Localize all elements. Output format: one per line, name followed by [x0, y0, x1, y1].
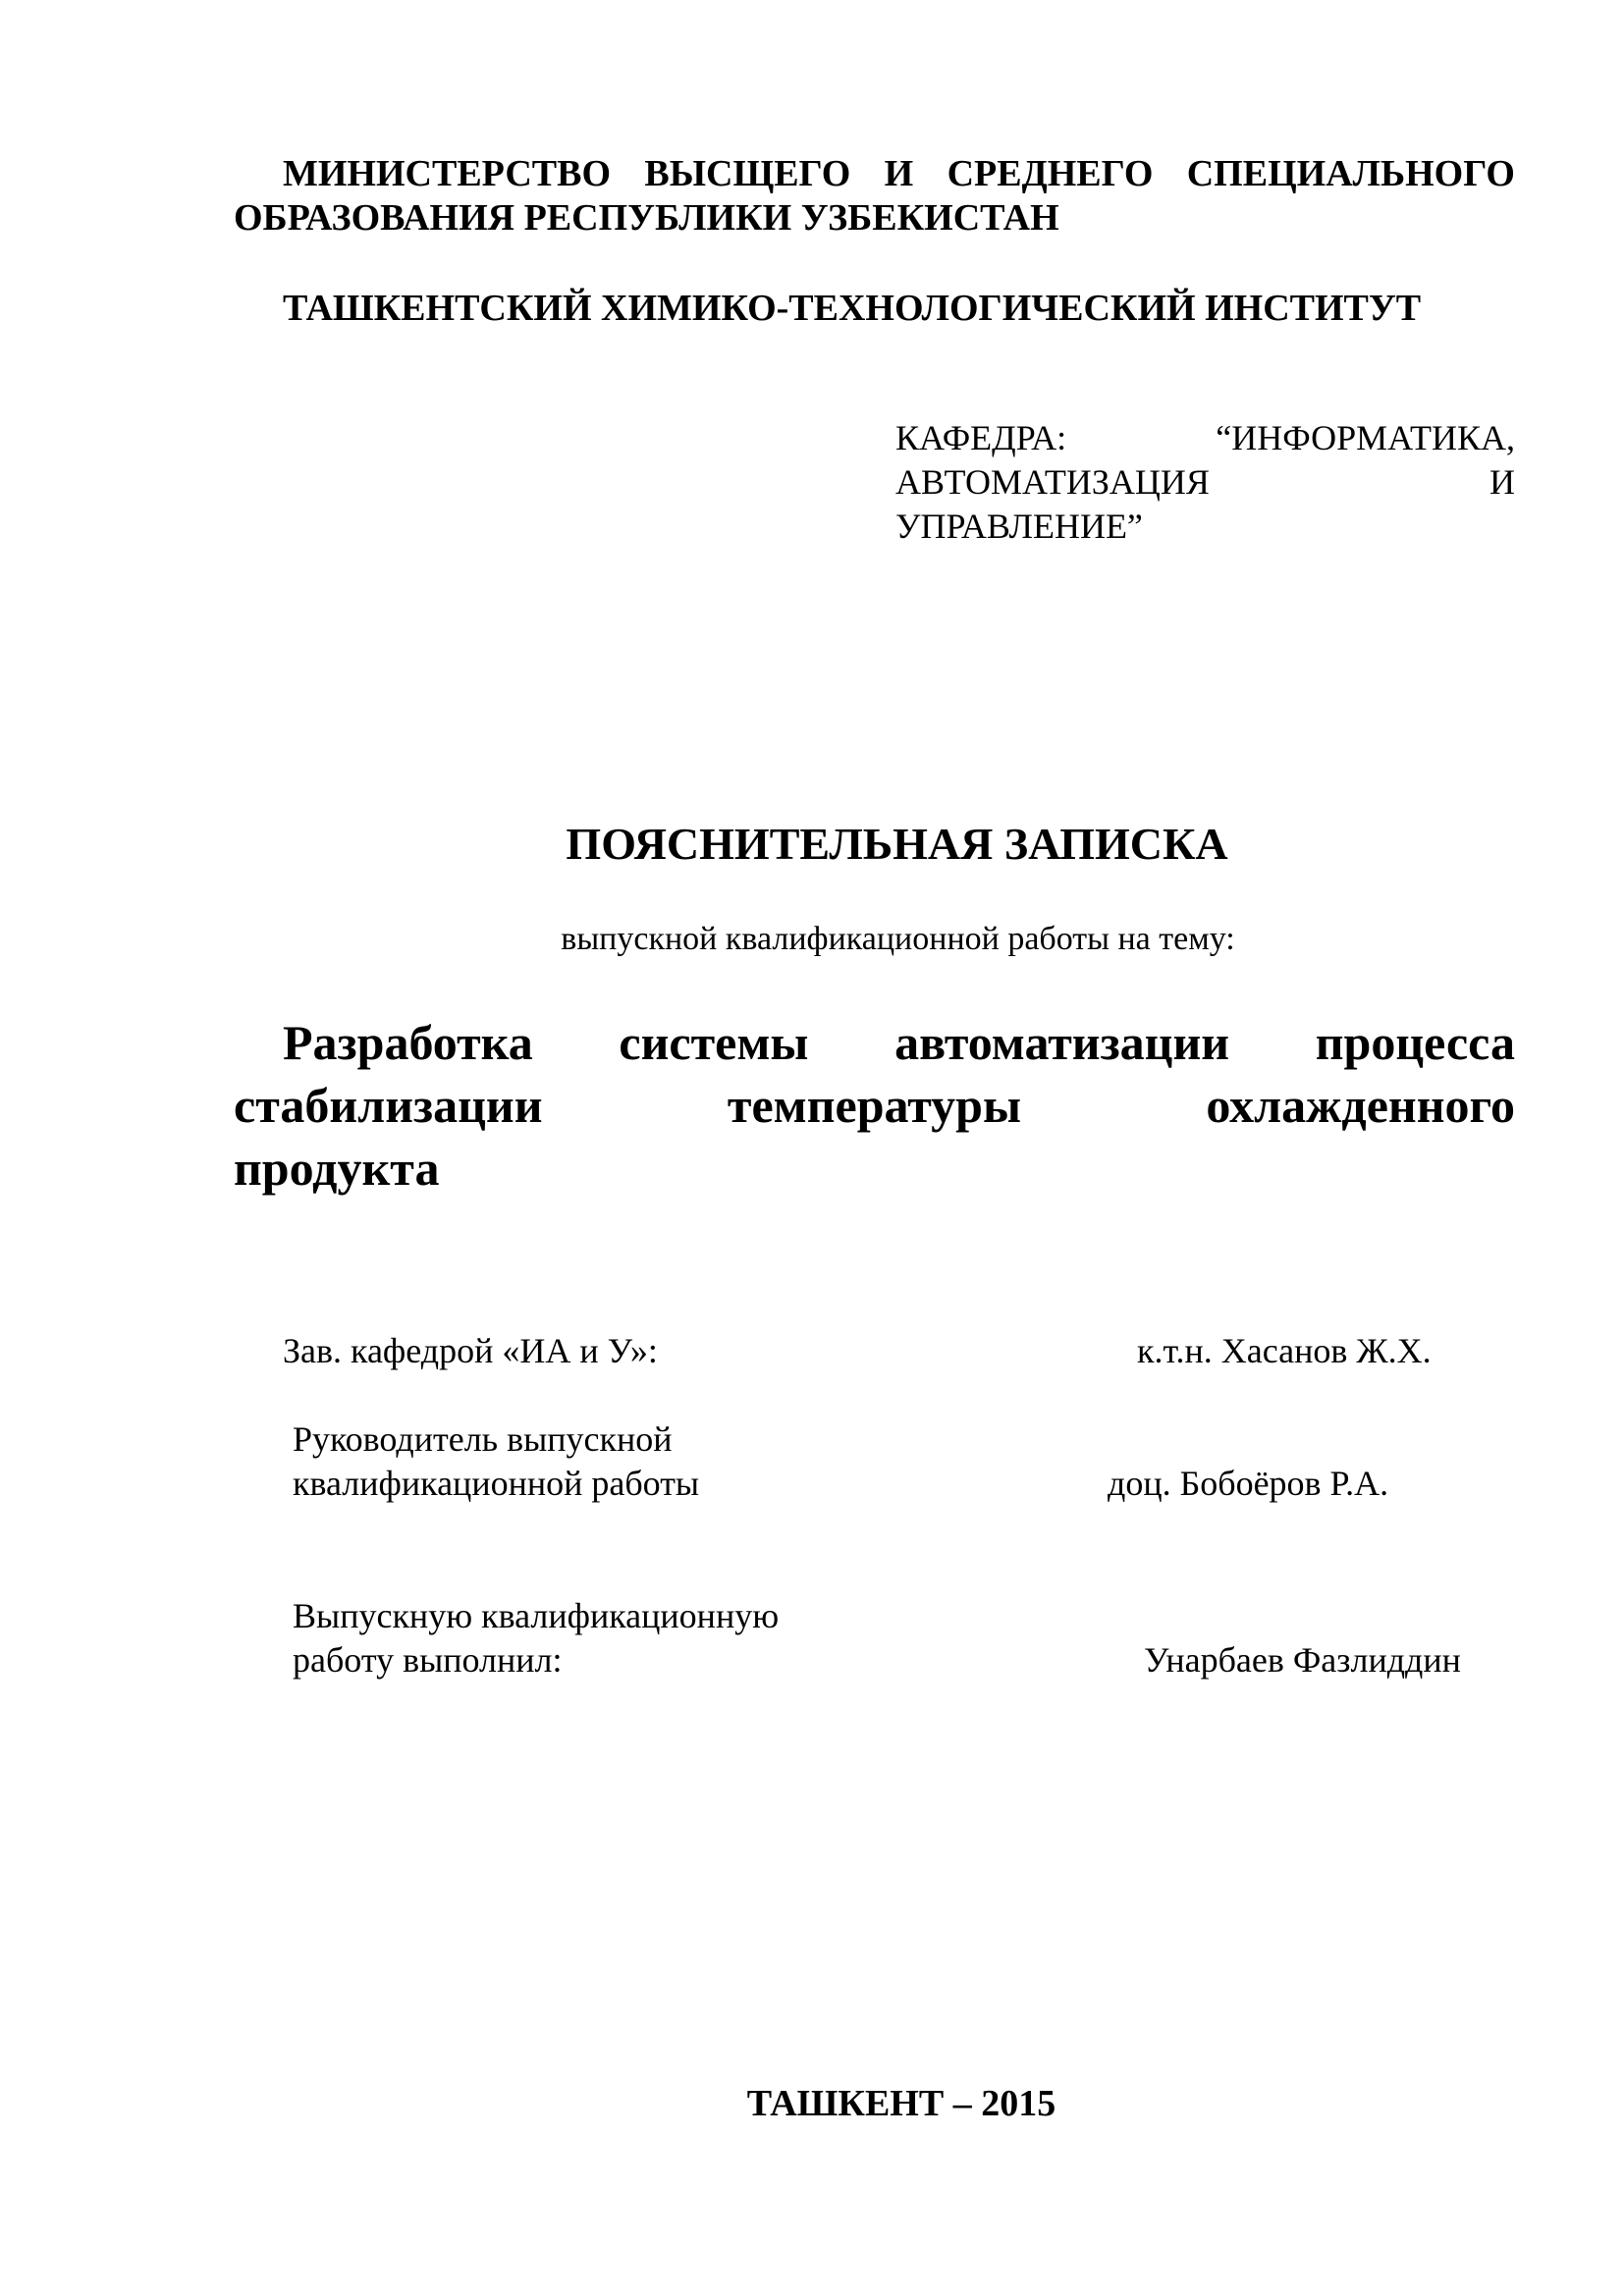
- topic-word: охлажденного: [1206, 1078, 1515, 1133]
- thesis-topic: [234, 1011, 1515, 1200]
- department-line-2: [895, 460, 1515, 505]
- ministry-line-1: МИНИСТЕРСТВО ВЫСЩЕГО И СРЕДНЕГО СПЕЦИАЛЬНОГО: [283, 153, 1515, 194]
- department-name-part-2: АВТОМАТИЗАЦИЯ: [895, 462, 1210, 502]
- topic-line-2: [234, 1074, 1515, 1137]
- supervisor-label: [293, 1417, 699, 1506]
- signature-label-line: квалификационной работы: [293, 1464, 700, 1503]
- department-line-3: [895, 505, 1515, 549]
- city-year: ТАШКЕНТ – 2015: [746, 2083, 1056, 2124]
- topic-word: температуры: [727, 1078, 1021, 1133]
- institute-name: ТАШКЕНТСКИЙ ХИМИКО-ТЕХНОЛОГИЧЕСКИЙ ИНСТИТУТ: [283, 288, 1422, 329]
- topic-word: автоматизации: [894, 1015, 1230, 1070]
- department-name-part-3: И: [1489, 462, 1515, 502]
- document-subtitle: выпускной квалификационной работы на тему:: [561, 921, 1235, 957]
- topic-word: системы: [619, 1015, 809, 1070]
- topic-word: процесса: [1315, 1015, 1515, 1070]
- author-name: Унарбаев Фазлиддин: [1144, 1640, 1461, 1680]
- department-name-part-4: УПРАВЛЕНИЕ”: [895, 507, 1143, 546]
- signature-label-line: Выпускную квалификационную: [293, 1596, 780, 1635]
- department-name-part-1: “ИНФОРМАТИКА,: [1216, 418, 1515, 457]
- topic-line-1: [234, 1011, 1515, 1074]
- topic-line-3: [234, 1137, 1515, 1200]
- head-of-department-name: к.т.н. Хасанов Ж.Х.: [1137, 1331, 1432, 1370]
- topic-word: стабилизации: [234, 1078, 543, 1133]
- supervisor-name: доц. Бобоёров Р.А.: [1108, 1464, 1389, 1503]
- author-label: [293, 1594, 779, 1682]
- signature-label-line: Руководитель выпускной: [293, 1419, 673, 1459]
- topic-word: Разработка: [283, 1015, 533, 1070]
- document-title: ПОЯСНИТЕЛЬНАЯ ЗАПИСКА: [566, 819, 1228, 869]
- head-of-department-label: [283, 1329, 658, 1373]
- department-line-1: [895, 416, 1515, 460]
- signature-label-line: работу выполнил:: [293, 1640, 563, 1680]
- signature-label-line: Зав. кафедрой «ИА и У»:: [283, 1331, 658, 1370]
- department-label: КАФЕДРА:: [895, 418, 1067, 457]
- department-block: [895, 416, 1515, 549]
- ministry-line-2: ОБРАЗОВАНИЯ РЕСПУБЛИКИ УЗБЕКИСТАН: [234, 197, 1059, 239]
- ministry-heading: [234, 152, 1515, 240]
- topic-word: продукта: [234, 1141, 440, 1196]
